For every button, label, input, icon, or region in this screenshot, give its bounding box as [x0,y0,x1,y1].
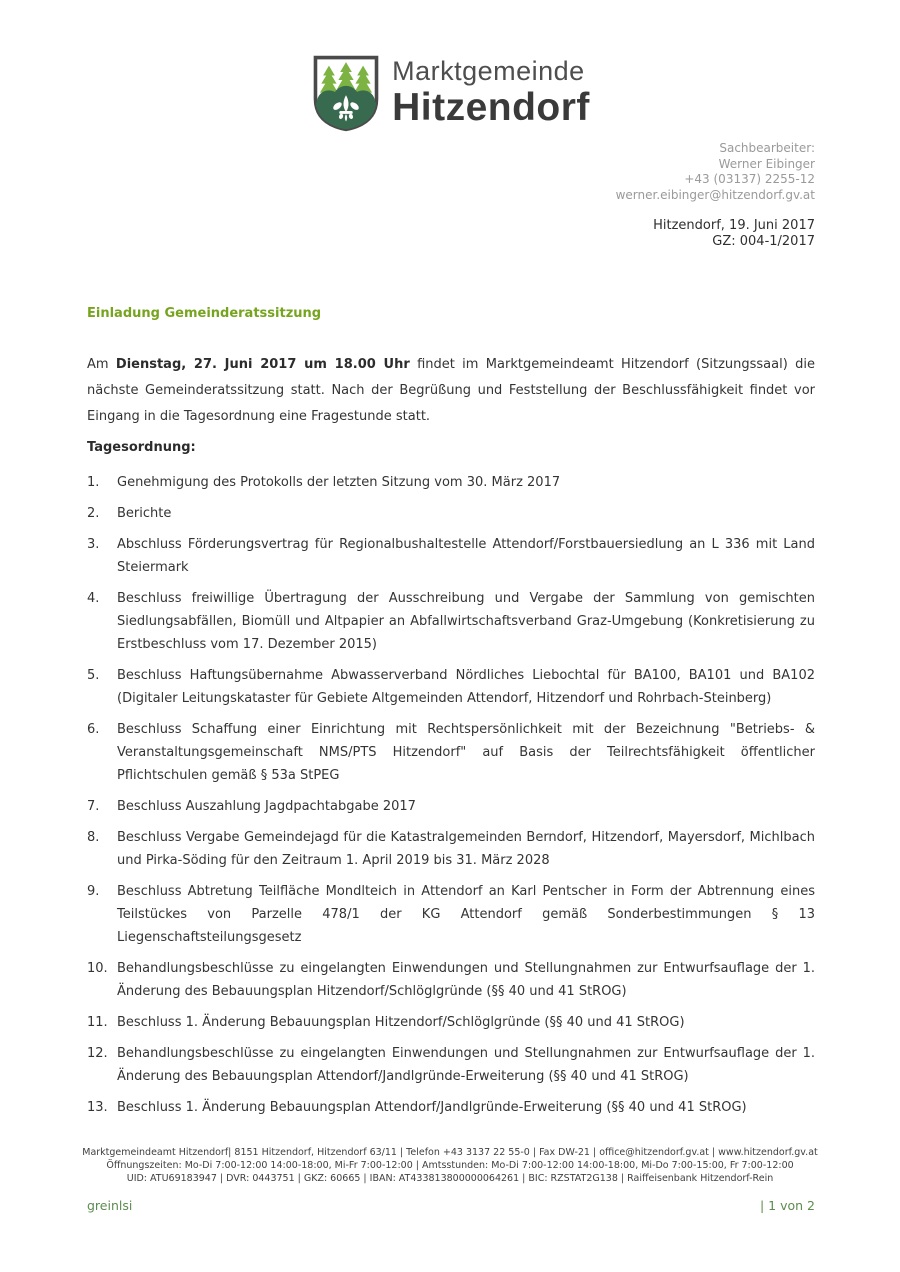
logo [0,54,900,133]
agenda-item [87,795,815,818]
intro-rest: findet im Marktgemeindeamt Hitzendorf (Sitzungssaal) die nächste Gemeinderatssitzung statt. Nach der Begrüßung und Feststellung der Beschlussfähigkeit findet vor Eingang in die Tagesordnung eine Fragestunde statt. [87,357,815,424]
document-body [87,352,815,1127]
agenda-item [87,664,815,710]
agenda-item-number: 2. [87,506,100,521]
agenda-item-text: Genehmigung des Protokolls der letzten Sitzung vom 30. März 2017 [117,475,561,490]
agenda-item-number: 6. [87,722,100,737]
bottom-row [87,1198,815,1213]
agenda-item-number: 8. [87,830,100,845]
agenda-item [87,471,815,494]
intro-prefix: Am [87,357,116,372]
logo-org-name: Hitzendorf [392,86,590,130]
page-indicator: | 1 von 2 [759,1198,815,1213]
agenda-item [87,1096,815,1119]
clerk-contact-block [616,141,815,203]
agenda-item-number: 13. [87,1100,108,1115]
agenda-item-text: Beschluss Schaffung einer Einrichtung mit Rechtspersönlichkeit mit der Bezeichnung "Betriebs- & Veranstaltungsgemeinschaft NMS/PTS Hitzendorf" auf Basis der Teilrechtsfähigkeit öffentlicher Pflichtschulen gemäß § 53a StPEG [117,722,815,783]
clerk-label: Sachbearbeiter: [719,141,815,155]
clerk-name: Werner Eibinger [718,156,815,171]
date-block [653,218,815,250]
agenda-list [87,471,815,1119]
coat-of-arms-icon [310,54,382,133]
agenda-item-number: 3. [87,537,100,552]
agenda-item-number: 9. [87,884,100,899]
agenda-item [87,880,815,949]
agenda-item-text: Behandlungsbeschlüsse zu eingelangten Einwendungen und Stellungnahmen zur Entwurfsauflage der 1. Änderung des Bebauungsplan Attendorf/Jandlgründe-Erweiterung (§§ 40 und 41 StROG) [117,1046,815,1084]
agenda-item [87,587,815,656]
agenda-item-text: Beschluss 1. Änderung Bebauungsplan Attendorf/Jandlgründe-Erweiterung (§§ 40 und 41 StROG) [117,1100,747,1115]
agenda-item [87,1011,815,1034]
intro-paragraph [87,352,815,430]
agenda-item-text: Abschluss Förderungsvertrag für Regionalbushaltestelle Attendorf/Forstbauersiedlung an L 336 mit Land Steiermark [117,537,815,575]
agenda-item-number: 11. [87,1015,108,1030]
agenda-item [87,1042,815,1088]
signature-code: greinlsi [87,1198,133,1213]
agenda-item [87,533,815,579]
agenda-item [87,502,815,525]
agenda-item-text: Beschluss 1. Änderung Bebauungsplan Hitzendorf/Schlöglgründe (§§ 40 und 41 StROG) [117,1015,685,1030]
agenda-item-text: Beschluss Vergabe Gemeindejagd für die Katastralgemeinden Berndorf, Hitzendorf, Mayersdorf, Michlbach und Pirka-Söding für den Zeitraum 1. April 2019 bis 31. März 2028 [117,830,815,868]
clerk-email: werner.eibinger@hitzendorf.gv.at [615,187,815,202]
footer-address-line: Marktgemeindeamt Hitzendorf| 8151 Hitzendorf, Hitzendorf 63/11 | Telefon +43 3137 22 55-0 | Fax DW-21 | office@hitzendorf.gv.at | www.hitzendorf.gv.at [82,1147,818,1158]
document-title: Einladung Gemeinderatssitzung [87,306,322,321]
place-date: Hitzendorf, 19. Juni 2017 [653,218,815,233]
agenda-item-number: 1. [87,475,100,490]
agenda-item [87,826,815,872]
agenda-heading: Tagesordnung: [87,440,196,455]
agenda-item [87,718,815,787]
agenda-item-text: Beschluss Abtretung Teilfläche Mondlteich in Attendorf an Karl Pentscher in Form der Abtrennung eines Teilstückes von Parzelle 478/1 der KG Attendorf gemäß Sonderbestimmungen § 13 Liegenschaftsteilungsgesetz [117,884,815,945]
footer-block [0,1146,900,1185]
agenda-item-text: Behandlungsbeschlüsse zu eingelangten Einwendungen und Stellungnahmen zur Entwurfsauflage der 1. Änderung des Bebauungsplan Hitzendorf/Schlöglgründe (§§ 40 und 41 StROG) [117,961,815,999]
file-number: GZ: 004-1/2017 [712,234,815,249]
agenda-item-text: Beschluss Haftungsübernahme Abwasserverband Nördliches Liebochtal für BA100, BA101 und BA102 (Digitaler Leitungskataster für Gebiete Altgemeinden Attendorf, Hitzendorf und Rohrbach-Steinberg) [117,668,815,706]
footer-hours-line: Öffnungszeiten: Mo-Di 7:00-12:00 14:00-18:00, Mi-Fr 7:00-12:00 | Amtsstunden: Mo-Di 7:00-12:00 14:00-18:00, Mi-Do 7:00-15:00, Fr 7:00-12:00 [106,1160,794,1171]
agenda-item-number: 5. [87,668,100,683]
footer-bank-line: UID: ATU69183947 | DVR: 0443751 | GKZ: 60665 | IBAN: AT433813800000064261 | BIC: RZSTAT2G138 | Raiffeisenbank Hitzendorf-Rein [126,1173,774,1184]
clerk-phone: +43 (03137) 2255-12 [684,172,815,186]
agenda-item-number: 4. [87,591,100,606]
agenda-item-text: Beschluss Auszahlung Jagdpachtabgabe 2017 [117,799,416,814]
logo-org-type: Marktgemeinde [392,56,585,86]
agenda-item-text: Beschluss freiwillige Übertragung der Ausschreibung und Vergabe der Sammlung von gemischten Siedlungsabfällen, Biomüll und Altpapier an Abfallwirtschaftsverband Graz-Umgebung (Konkretisierung zu Erstbeschluss vom 17. Dezember 2015) [117,591,815,652]
logo-text [392,54,590,130]
agenda-item [87,957,815,1003]
intro-datetime: Dienstag, 27. Juni 2017 um 18.00 Uhr [115,357,410,372]
agenda-item-number: 10. [87,961,108,976]
agenda-item-text: Berichte [117,506,172,521]
agenda-item-number: 7. [87,799,100,814]
agenda-item-number: 12. [87,1046,108,1061]
